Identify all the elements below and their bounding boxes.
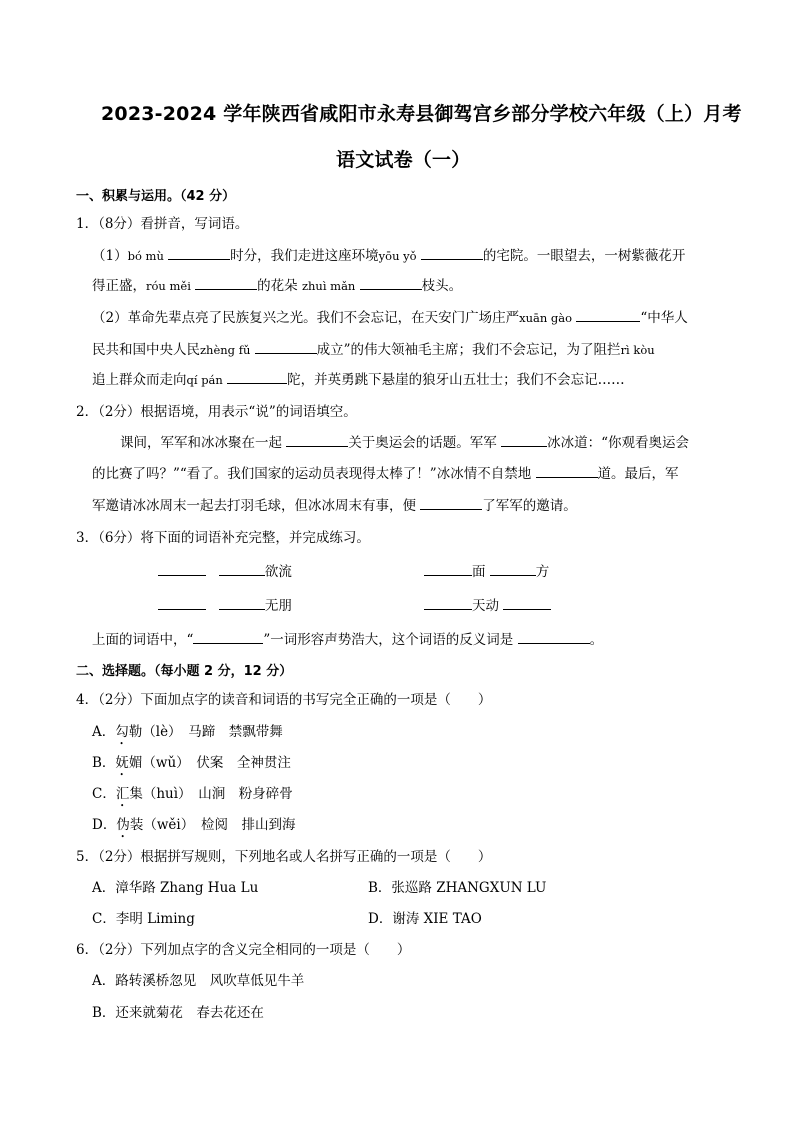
answer-blank[interactable] — [490, 562, 536, 576]
answer-blank[interactable] — [536, 464, 598, 478]
text-seg: 冰冰道：“你观看奥运会 — [547, 435, 689, 451]
question-2-line1 — [120, 433, 689, 453]
option-text: 媚（wǔ） 伏案 全神贯注 — [128, 755, 291, 771]
dotted-char: 汇 — [115, 786, 130, 802]
question-5-option-c[interactable]: C．李明 Liming — [92, 911, 195, 927]
text-seg: 的宅院。一眼望去，一树紫薇花开 — [482, 248, 686, 264]
option-letter: B． — [92, 755, 116, 771]
idiom-text: 方 — [535, 564, 550, 580]
text-seg: （1） — [92, 248, 128, 264]
option-letter: A． — [92, 724, 116, 740]
answer-blank[interactable] — [158, 562, 206, 576]
question-4-stem: 4．（2分）下面加点字的读音和词语的书写完全正确的一项是（ ） — [76, 692, 492, 708]
dotted-char: 妩 — [115, 755, 129, 771]
question-2-line3 — [92, 496, 577, 516]
question-4-option-c[interactable] — [92, 784, 293, 810]
idiom-text: 无朋 — [264, 598, 292, 614]
pinyin: qí pán — [186, 373, 223, 387]
answer-blank[interactable] — [158, 596, 206, 610]
option-letter: C． — [92, 786, 116, 802]
text-seg: 了军军的邀请。 — [482, 498, 577, 514]
idiom-4 — [424, 596, 551, 616]
answer-blank[interactable] — [193, 630, 263, 644]
question-5-option-d[interactable]: D．谢涛 XIE TAO — [368, 911, 482, 927]
pinyin: bó mù — [127, 249, 164, 263]
question-1-part2-line1 — [92, 308, 688, 328]
question-1-part2-line3 — [92, 370, 625, 390]
text-seg: 时分，我们走进这座环境 — [230, 248, 379, 264]
option-text: 装（wěi） 检阅 排山到海 — [129, 817, 296, 833]
pinyin: yōu yǒ — [378, 249, 417, 263]
question-3-tail — [92, 630, 603, 650]
text-seg: 民共和国中央人民 — [92, 342, 200, 358]
pinyin: rì kòu — [620, 343, 655, 357]
text-seg: 追上群众而走向 — [92, 372, 187, 388]
pinyin: zhuì mǎn — [301, 279, 356, 293]
question-6-option-b[interactable]: B．还来就菊花 春去花还在 — [92, 1005, 264, 1021]
option-text: 勒（lè） 马蹄 禁飘带舞 — [128, 724, 283, 740]
question-2-stem: 2．（2分）根据语境，用表示“说”的词语填空。 — [76, 404, 357, 420]
text-seg: 课间，军军和冰冰聚在一起 — [120, 435, 282, 451]
idiom-2 — [424, 562, 549, 582]
pinyin: zhèng fǔ — [200, 343, 251, 357]
answer-blank[interactable] — [195, 276, 257, 290]
section-heading-1: 一、积累与运用。（42 分） — [76, 189, 236, 204]
answer-blank[interactable] — [424, 596, 472, 610]
exam-title-line1: 2023-2024 学年陕西省咸阳市永寿县御驾宫乡部分学校六年级（上）月考 — [101, 103, 742, 125]
dotted-char: 伪 — [116, 817, 130, 833]
answer-blank[interactable] — [518, 630, 590, 644]
text-seg: 陀，并英勇跳下悬崖的狼牙山五壮士；我们不会忘记…… — [287, 372, 625, 388]
question-5-option-b[interactable]: B．张巡路 ZHANGXUN LU — [368, 880, 547, 896]
pinyin: róu měi — [146, 279, 191, 293]
answer-blank[interactable] — [219, 596, 265, 610]
answer-blank[interactable] — [421, 246, 483, 260]
answer-blank[interactable] — [227, 370, 287, 384]
question-6-stem: 6．（2分）下列加点字的含义完全相同的一项是（ ） — [76, 942, 411, 958]
question-2-line2 — [92, 464, 679, 484]
answer-blank[interactable] — [286, 433, 348, 447]
question-3-stem: 3．（6分）将下面的词语补充完整，并完成练习。 — [76, 530, 370, 546]
option-letter: D． — [92, 817, 117, 833]
text-seg: （2）革命先辈点亮了民族复兴之光。我们不会忘记，在天安门广场庄严 — [92, 310, 520, 326]
text-seg: 道。最后，军 — [597, 466, 679, 482]
question-5-stem: 5．（2分）根据拼写规则，下列地名或人名拼写正确的一项是（ ） — [76, 849, 492, 865]
exam-title-line2: 语文试卷（一） — [336, 149, 471, 171]
idiom-text: 天动 — [472, 598, 499, 614]
text-seg: 成立”的伟大领袖毛主席；我们不会忘记，为了阻拦 — [316, 342, 621, 358]
question-1-part1-line2 — [92, 276, 462, 296]
answer-blank[interactable] — [424, 562, 472, 576]
text-seg: 枝头。 — [421, 278, 463, 294]
section-heading-2: 二、选择题。（每小题 2 分，12 分） — [76, 664, 293, 679]
text-seg: 军邀请冰冰周末一起去打羽毛球，但冰冰周末有事，便 — [92, 498, 416, 514]
question-6-option-a[interactable]: A．路转溪桥忽见 风吹草低见牛羊 — [92, 973, 305, 989]
idiom-text: 面 — [472, 564, 486, 580]
idiom-text: 欲流 — [264, 564, 292, 580]
answer-blank[interactable] — [576, 308, 640, 322]
idiom-3 — [158, 596, 292, 616]
answer-blank[interactable] — [420, 496, 482, 510]
text-seg: 关于奥运会的话题。军军 — [348, 435, 497, 451]
question-1-stem: 1．（8分）看拼音，写词语。 — [76, 216, 249, 232]
text-seg: “中华人 — [640, 310, 688, 326]
option-text: 集（huì） 山涧 粉身碎骨 — [129, 786, 293, 802]
question-4-option-a[interactable] — [92, 722, 283, 748]
text-seg: 的比赛了吗？”“看了。我们国家的运动员表现得太棒了！”冰冰情不自禁地 — [92, 466, 532, 482]
text-seg: 。 — [589, 632, 604, 648]
answer-blank[interactable] — [168, 246, 230, 260]
answer-blank[interactable] — [219, 562, 265, 576]
text-seg: 的花朵 — [257, 278, 298, 294]
answer-blank[interactable] — [255, 340, 317, 354]
pinyin: xuān gào — [519, 311, 573, 325]
question-5-option-a[interactable]: A．漳华路 Zhang Hua Lu — [92, 880, 259, 896]
question-4-option-b[interactable] — [92, 753, 291, 779]
question-1-part2-line2 — [92, 340, 655, 360]
text-seg: 得正盛， — [92, 278, 146, 294]
answer-blank[interactable] — [360, 276, 422, 290]
text-seg: 上面的词语中，“ — [92, 632, 194, 648]
question-4-option-d[interactable] — [92, 815, 295, 841]
text-seg: ”一词形容声势浩大，这个词语的反义词是 — [263, 632, 514, 648]
idiom-1 — [158, 562, 292, 582]
dotted-char: 勾 — [115, 724, 129, 740]
answer-blank[interactable] — [503, 596, 551, 610]
question-1-part1-line1 — [92, 246, 685, 266]
answer-blank[interactable] — [501, 433, 547, 447]
